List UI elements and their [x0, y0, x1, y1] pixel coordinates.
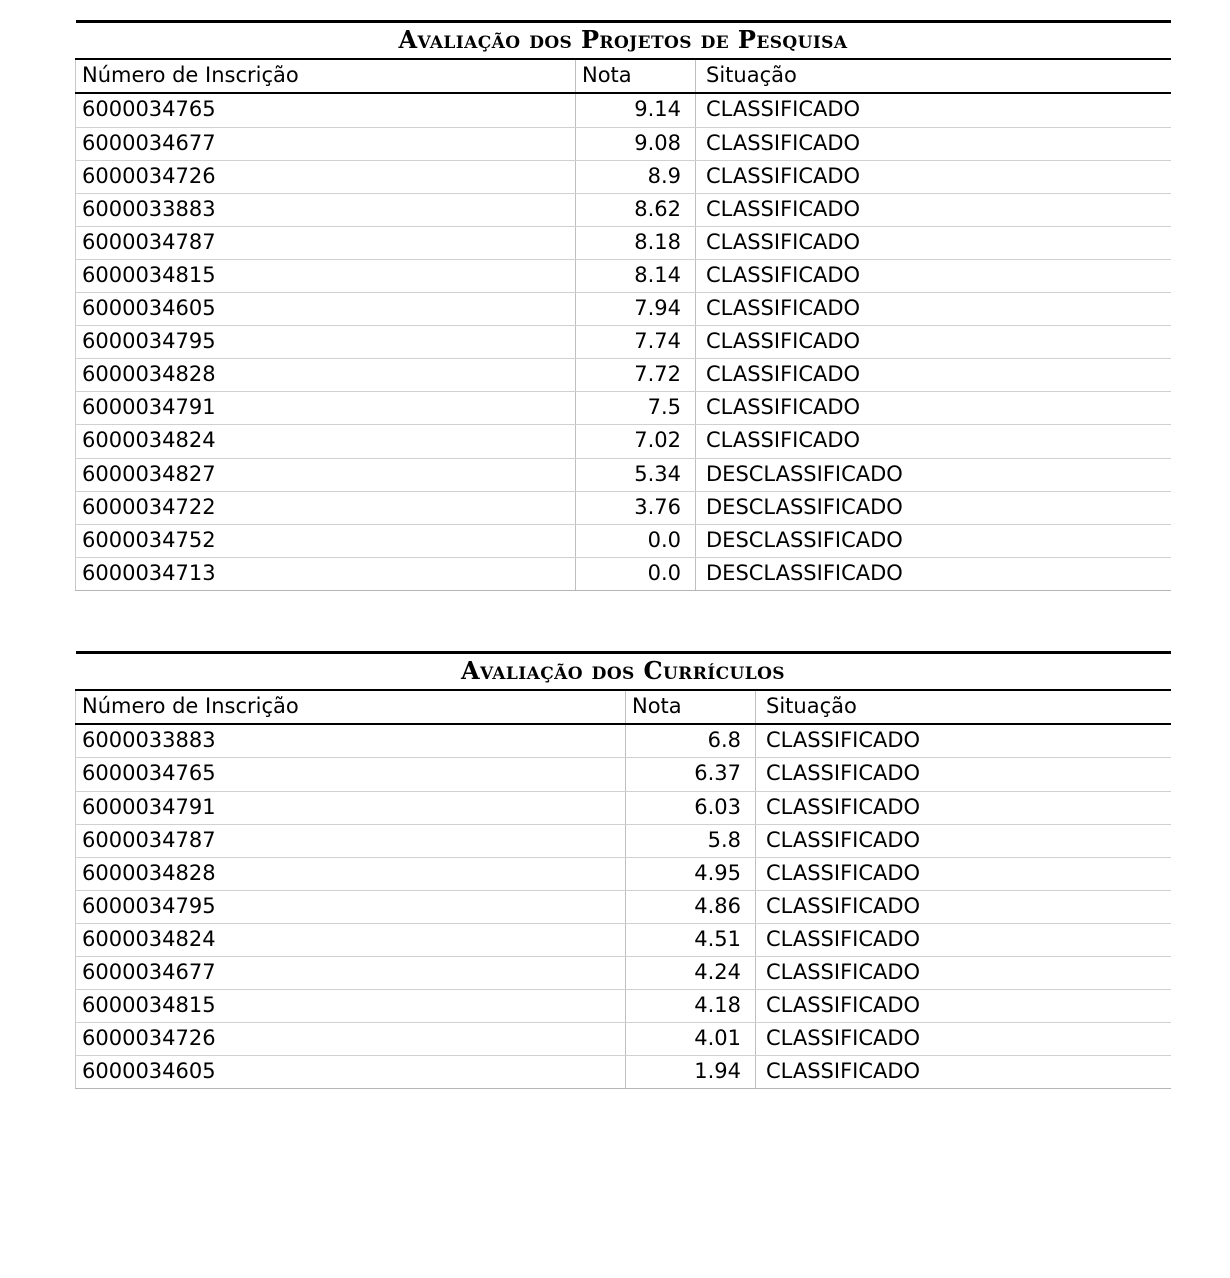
cell-situacao: DESCLASSIFICADO	[696, 557, 1171, 590]
cell-inscricao: 6000034795	[76, 890, 626, 923]
cell-nota: 7.72	[576, 359, 696, 392]
table-row	[76, 160, 1171, 193]
table-caption	[76, 652, 1171, 690]
cell-nota: 8.62	[576, 193, 696, 226]
cell-inscricao: 6000034828	[76, 359, 576, 392]
cell-situacao: CLASSIFICADO	[756, 758, 1171, 791]
table-row	[76, 758, 1171, 791]
cell-nota: 4.51	[626, 923, 756, 956]
table-row	[76, 890, 1171, 923]
table-row	[76, 857, 1171, 890]
cell-situacao: CLASSIFICADO	[756, 824, 1171, 857]
cell-nota: 0.0	[576, 524, 696, 557]
table-row	[76, 259, 1171, 292]
cell-inscricao: 6000034824	[76, 923, 626, 956]
cell-nota: 0.0	[576, 557, 696, 590]
cell-nota: 7.5	[576, 392, 696, 425]
column-header-inscricao: Número de Inscrição	[76, 59, 576, 93]
cell-nota: 4.01	[626, 1023, 756, 1056]
column-header-situacao: Situação	[696, 59, 1171, 93]
cell-inscricao: 6000034787	[76, 824, 626, 857]
table-row	[76, 226, 1171, 259]
cell-situacao: CLASSIFICADO	[696, 93, 1171, 127]
cell-situacao: CLASSIFICADO	[696, 226, 1171, 259]
cell-nota: 9.14	[576, 93, 696, 127]
table-row	[76, 491, 1171, 524]
cell-inscricao: 6000034824	[76, 425, 576, 458]
cell-situacao: CLASSIFICADO	[756, 791, 1171, 824]
cell-situacao: CLASSIFICADO	[696, 259, 1171, 292]
cell-nota: 6.03	[626, 791, 756, 824]
table-row	[76, 458, 1171, 491]
cell-nota: 1.94	[626, 1056, 756, 1089]
cell-situacao: DESCLASSIFICADO	[696, 524, 1171, 557]
table-row	[76, 1056, 1171, 1089]
cell-inscricao: 6000034828	[76, 857, 626, 890]
table-row	[76, 557, 1171, 590]
table-caption-text: Avaliação dos Projetos de Pesquisa	[398, 25, 848, 54]
cell-inscricao: 6000034713	[76, 557, 576, 590]
cell-situacao: CLASSIFICADO	[696, 127, 1171, 160]
cell-nota: 6.8	[626, 724, 756, 758]
cell-nota: 8.14	[576, 259, 696, 292]
cell-situacao: CLASSIFICADO	[696, 193, 1171, 226]
cell-nota: 5.8	[626, 824, 756, 857]
cell-nota: 4.24	[626, 957, 756, 990]
cell-inscricao: 6000034765	[76, 93, 576, 127]
table-row	[76, 392, 1171, 425]
cell-nota: 5.34	[576, 458, 696, 491]
cell-nota: 6.37	[626, 758, 756, 791]
table-block-projetos	[75, 20, 1170, 591]
table-row	[76, 359, 1171, 392]
cell-inscricao: 6000034726	[76, 160, 576, 193]
table-row	[76, 193, 1171, 226]
table-row	[76, 425, 1171, 458]
cell-nota: 7.94	[576, 293, 696, 326]
cell-situacao: CLASSIFICADO	[756, 857, 1171, 890]
cell-situacao: CLASSIFICADO	[696, 326, 1171, 359]
cell-inscricao: 6000034815	[76, 990, 626, 1023]
table-row	[76, 724, 1171, 758]
results-table-projetos	[75, 20, 1171, 591]
table-row	[76, 326, 1171, 359]
cell-inscricao: 6000034765	[76, 758, 626, 791]
cell-situacao: CLASSIFICADO	[756, 990, 1171, 1023]
cell-situacao: CLASSIFICADO	[756, 957, 1171, 990]
cell-inscricao: 6000034722	[76, 491, 576, 524]
cell-situacao: CLASSIFICADO	[756, 890, 1171, 923]
cell-situacao: DESCLASSIFICADO	[696, 491, 1171, 524]
cell-inscricao: 6000034827	[76, 458, 576, 491]
cell-situacao: CLASSIFICADO	[696, 293, 1171, 326]
cell-nota: 3.76	[576, 491, 696, 524]
table-header-row	[76, 690, 1171, 724]
cell-situacao: CLASSIFICADO	[696, 359, 1171, 392]
table-row	[76, 93, 1171, 127]
cell-inscricao: 6000033883	[76, 724, 626, 758]
cell-nota: 7.74	[576, 326, 696, 359]
cell-inscricao: 6000034726	[76, 1023, 626, 1056]
cell-situacao: CLASSIFICADO	[696, 392, 1171, 425]
table-row	[76, 957, 1171, 990]
cell-inscricao: 6000034605	[76, 293, 576, 326]
table-row	[76, 127, 1171, 160]
cell-situacao: CLASSIFICADO	[696, 160, 1171, 193]
cell-situacao: CLASSIFICADO	[756, 1023, 1171, 1056]
cell-inscricao: 6000034677	[76, 127, 576, 160]
cell-inscricao: 6000034795	[76, 326, 576, 359]
table-block-curriculos	[75, 651, 1170, 1090]
cell-inscricao: 6000034752	[76, 524, 576, 557]
table-caption-text: Avaliação dos Currículos	[461, 655, 785, 685]
cell-nota: 8.9	[576, 160, 696, 193]
table-caption	[76, 22, 1171, 60]
cell-nota: 4.18	[626, 990, 756, 1023]
column-header-nota: Nota	[576, 59, 696, 93]
table-caption-row	[76, 22, 1171, 60]
cell-nota: 8.18	[576, 226, 696, 259]
cell-nota: 9.08	[576, 127, 696, 160]
table-row	[76, 824, 1171, 857]
cell-inscricao: 6000034605	[76, 1056, 626, 1089]
cell-inscricao: 6000034791	[76, 791, 626, 824]
table-row	[76, 990, 1171, 1023]
cell-inscricao: 6000034815	[76, 259, 576, 292]
cell-situacao: CLASSIFICADO	[756, 923, 1171, 956]
table-row	[76, 524, 1171, 557]
cell-inscricao: 6000033883	[76, 193, 576, 226]
table-row	[76, 1023, 1171, 1056]
table-row	[76, 791, 1171, 824]
cell-situacao: DESCLASSIFICADO	[696, 458, 1171, 491]
table-caption-row	[76, 652, 1171, 690]
table-header-row	[76, 59, 1171, 93]
results-table-curriculos	[75, 651, 1171, 1090]
column-header-situacao: Situação	[756, 690, 1171, 724]
cell-nota: 7.02	[576, 425, 696, 458]
column-header-nota: Nota	[626, 690, 756, 724]
cell-situacao: CLASSIFICADO	[756, 1056, 1171, 1089]
cell-situacao: CLASSIFICADO	[696, 425, 1171, 458]
table-row	[76, 293, 1171, 326]
cell-nota: 4.95	[626, 857, 756, 890]
cell-situacao: CLASSIFICADO	[756, 724, 1171, 758]
cell-nota: 4.86	[626, 890, 756, 923]
table-row	[76, 923, 1171, 956]
cell-inscricao: 6000034787	[76, 226, 576, 259]
cell-inscricao: 6000034677	[76, 957, 626, 990]
column-header-inscricao: Número de Inscrição	[76, 690, 626, 724]
cell-inscricao: 6000034791	[76, 392, 576, 425]
